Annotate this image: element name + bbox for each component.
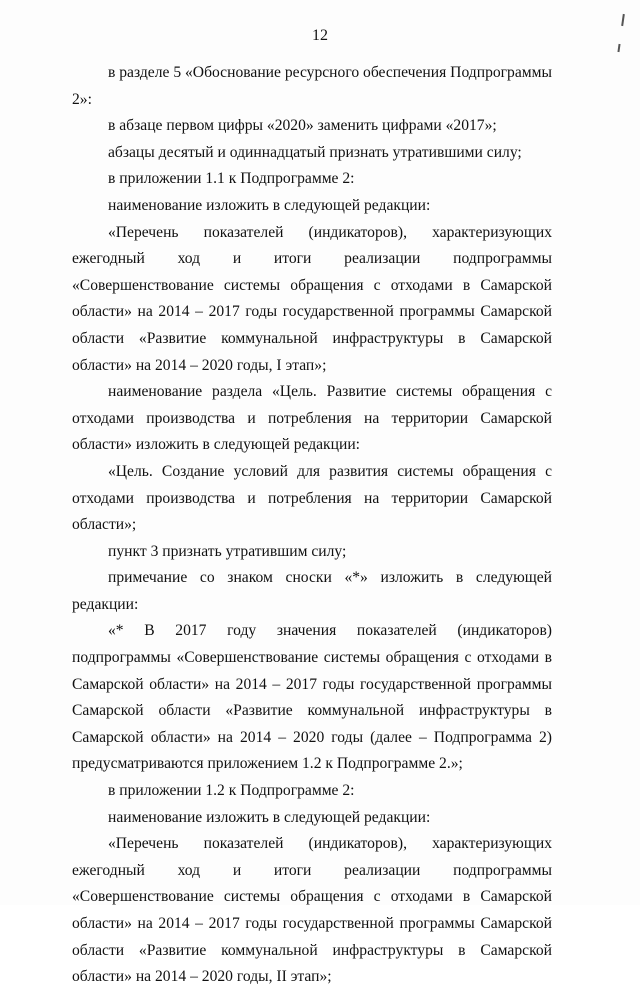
scan-artifact-mark bbox=[621, 14, 625, 26]
paragraph-name-edit-2: наименование изложить в следующей редакции: bbox=[108, 808, 431, 826]
paragraph-footnote-note: примечание со знаком сноски «*» изложить в следующей редакции: bbox=[72, 569, 552, 613]
scan-artifact-mark bbox=[617, 44, 620, 52]
page-number: 12 bbox=[312, 27, 328, 44]
paragraph-indicators-list-stage-1: «Перечень показателей (индикаторов), характеризующих ежегодный ход и итоги реализации подпрограммы «Совершенствование системы обращения с отходами в Самарской области» на 2014 – 2017 годы государственной программы Самарской области «Развитие коммунальной инфраструктуры в Самарской области» на 2014 – 2020 годы, I этап»; bbox=[72, 223, 552, 374]
paragraph-indicators-list-stage-2: «Перечень показателей (индикаторов), характеризующих ежегодный ход и итоги реализации подпрограммы «Совершенствование системы обращения с отходами в Самарской области» на 2014 – 2017 годы государственной программы Самарской области «Развитие коммунальной инфраструктуры в Самарской области» на 2014 – 2020 годы, II этап»; bbox=[72, 835, 552, 986]
paragraph-section-goal-name: наименование раздела «Цель. Развитие системы обращения с отходами производства и потребления на территории Самарской области» изложить в следующей редакции: bbox=[72, 383, 552, 454]
paragraph-section-5-heading: в разделе 5 «Обоснование ресурсного обеспечения Подпрограммы 2»: bbox=[72, 64, 552, 108]
paragraph-name-edit: наименование изложить в следующей редакции: bbox=[108, 196, 431, 214]
paragraph-appendix-1-1: в приложении 1.1 к Подпрограмме 2: bbox=[108, 170, 355, 188]
paragraph-replace-digits: в абзаце первом цифры «2020» заменить цифрами «2017»; bbox=[108, 117, 497, 135]
document-body bbox=[72, 60, 552, 991]
paragraph-goal-new-text: «Цель. Создание условий для развития системы обращения с отходами производства и потребления на территории Самарской области»; bbox=[72, 462, 552, 534]
paragraph-item-3-invalid: пункт 3 признать утратившим силу; bbox=[108, 542, 347, 560]
paragraph-appendix-1-2: в приложении 1.2 к Подпрограмме 2: bbox=[108, 782, 355, 800]
paragraph-invalidate-abzats: абзацы десятый и одиннадцатый признать утратившими силу; bbox=[108, 143, 522, 161]
paragraph-footnote-text: «* В 2017 году значения показателей (индикаторов) подпрограммы «Совершенствование системы обращения с отходами в Самарской области» на 2014 – 2017 годы государственной программы Самарской области «Развитие коммунальной инфраструктуры в Самарской области» на 2014 – 2020 годы (далее – Подпрограмма 2) предусматриваются приложением 1.2 к Подпрограмме 2.»; bbox=[72, 622, 552, 773]
